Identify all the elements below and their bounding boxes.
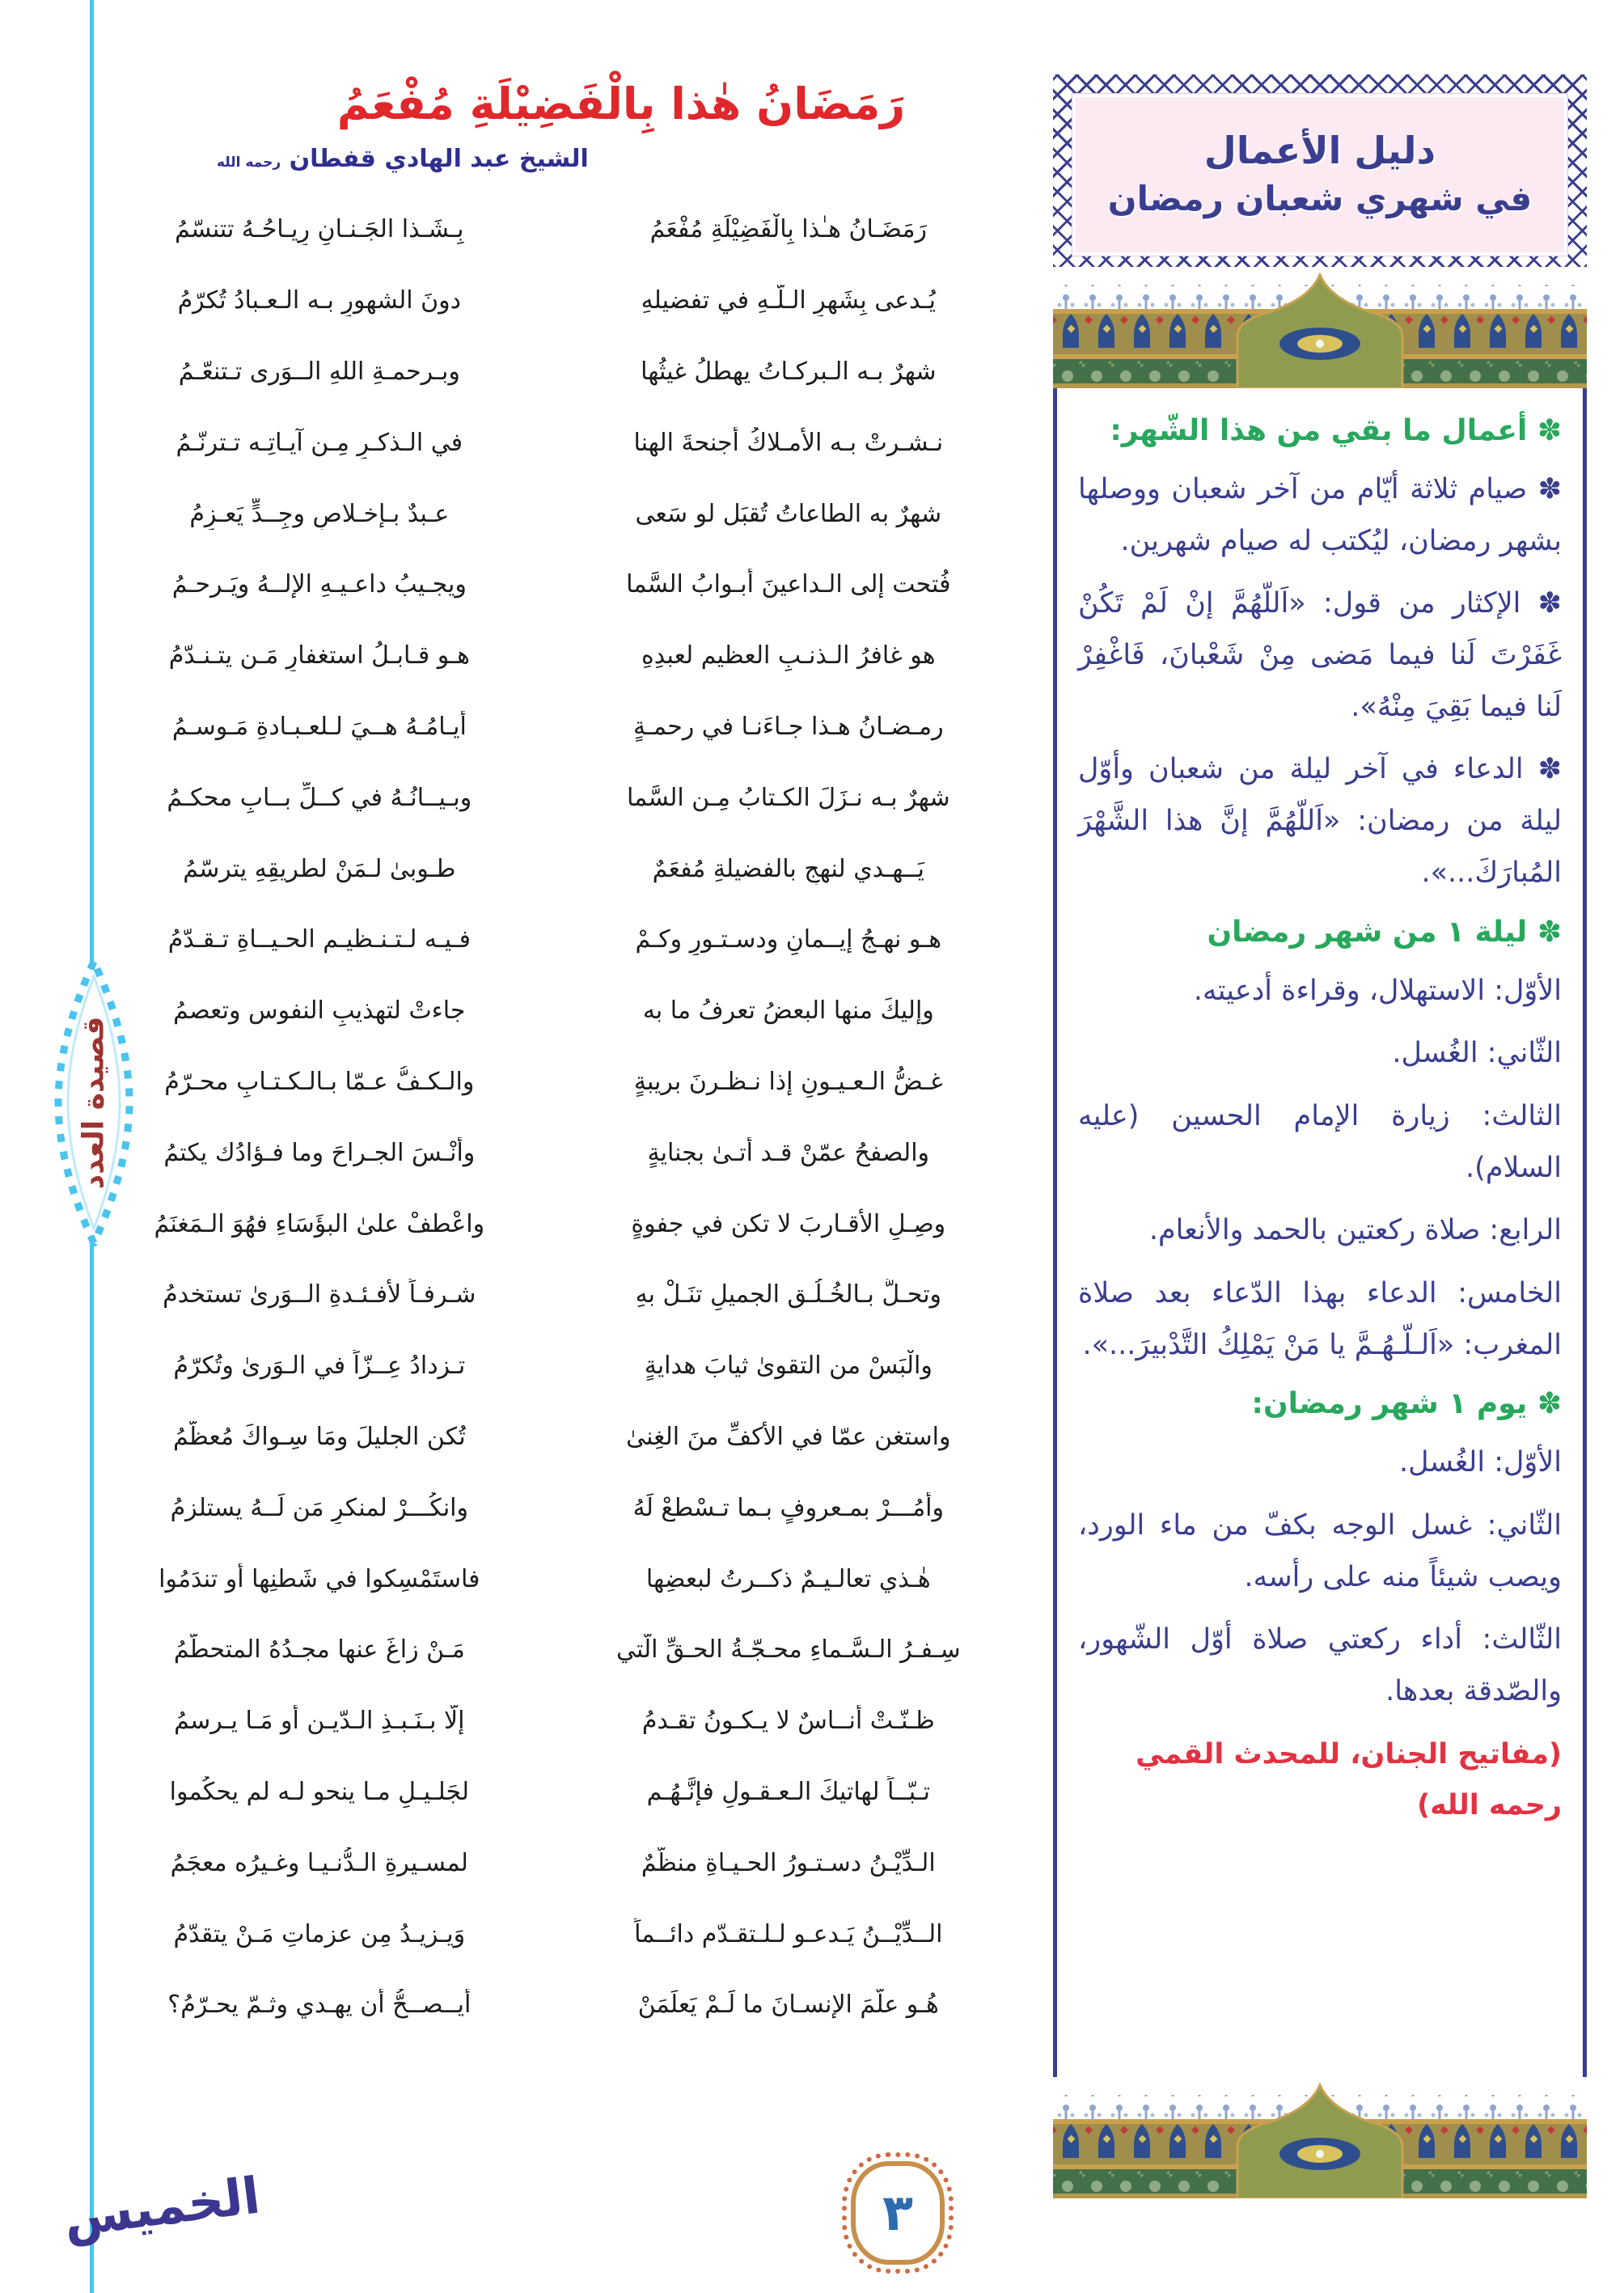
author-name: الشيخ عبد الهادي قفطان [289, 145, 589, 173]
issue-poem-side-label: قصيدة العدد [77, 1016, 111, 1189]
verse-row [104, 1686, 1042, 1757]
verse-second-hemistich: إلّا بـنَـبـذِ الـدّيـنِ أو مَـا يـرسمُ [174, 1707, 465, 1736]
page-number-ornament [851, 2161, 945, 2265]
sidebar-item: الأوّل: الغُسل. [1398, 1446, 1562, 1479]
verse-row [104, 1614, 1042, 1686]
verse-first-hemistich: شهرٌ بـه الـبركـاتُ يهطلُ غيثُها [641, 357, 937, 386]
sidebar-item: الثّالث: أداء ركعتي صلاة أوّل الشّهور، والصّدقة بعدها. [1078, 1623, 1562, 1708]
sidebar-body [1053, 388, 1587, 2077]
sidebar-item: الثّاني: غسل الوجه بكفّ من ماء الورد، ويصب شيئاً منه على رأسه. [1078, 1509, 1562, 1593]
verse-first-hemistich: وتحـلَّ بـالخُـلُـقِ الجميلِ تنَـلْ بهِ [635, 1280, 942, 1309]
verse-first-hemistich: رمـضـانُ هـذا جـاءَنـا في رحمـةٍ [632, 712, 944, 741]
verse-row [104, 194, 1042, 265]
sidebar-item: ✽ أعمال ما بقي من هذا الشّهر: [1110, 414, 1562, 447]
verse-row [104, 478, 1042, 549]
verse-row [104, 1969, 1042, 2041]
sidebar-item: ✽ الإكثار من قول: «اَللّهُمَّ إنْ لَمْ تَكُنْ غَفَرْتَ لَنا فيما مَضى مِنْ شَعْبانَ، فَاغْفِرْ لَنا فيما بَقِيَ مِنْهُ». [1078, 587, 1562, 723]
sidebar-header-panel [1072, 94, 1567, 256]
verse-row [104, 265, 1042, 336]
verse-row [104, 904, 1042, 975]
verse-second-hemistich: عـبدٌ بـإخـلاصٍ وجِــدٍّ يَعـزِمُ [189, 499, 450, 528]
sidebar-item: ✽ ليلة ١ من شهر رمضان [1207, 915, 1562, 949]
verse-row [104, 1047, 1042, 1118]
verse-row [104, 1117, 1042, 1188]
verse-first-hemistich: يَــهـدي لنهجٍ بالفضيلةِ مُفعَمٌ [652, 854, 924, 883]
verse-first-hemistich: هٰـذي تعالـيـمٌ ذكــرتُ لبعضِها [645, 1564, 931, 1593]
verse-first-hemistich: والصفحُ عمّنْ قـد أتـىٰ بجنايةٍ [647, 1138, 930, 1167]
verse-first-hemistich: وإليكَ منها البعضُ تعرفُ ما به [642, 996, 934, 1026]
sidebar-title-line1: دليل الأعمال [1203, 128, 1436, 172]
verse-first-hemistich: هُـو علّمَ الإنسـانَ ما لَـمْ يَعلَمَنْ [637, 1991, 939, 2020]
verse-first-hemistich: فُتحت إلى الـداعينَ أبـوابُ السَّما [626, 570, 951, 599]
verse-first-hemistich: الــدِّيْــنُ يَـدعـو لـلـتقـدّمِ دائــماً [634, 1919, 943, 1948]
verse-first-hemistich: سِـفـرُ الـسَّـماءِ محـجّـةُ الحـقِّ الّتي [615, 1635, 961, 1665]
verse-row [104, 336, 1042, 408]
verse-second-hemistich: فاستَمْسِكوا في شَطنِها أو تندَمُوا [159, 1564, 480, 1593]
verse-row [104, 1827, 1042, 1898]
verse-second-hemistich: والـكـفُّ عـمّا بـالـكـتـابِ محـرّمُ [164, 1067, 475, 1096]
verse-second-hemistich: واعْطفْ علىٰ البؤَسَاءِ فهُوَ الـمَغنَمُ [154, 1209, 485, 1238]
verse-second-hemistich: دونَ الشهورِ بـه الـعـبادُ تُكرّمُ [177, 286, 462, 315]
verse-second-hemistich: مَـنْ زاغَ عنها مجـدُهُ المتحطّمُ [173, 1635, 465, 1665]
verse-row [104, 1259, 1042, 1331]
verse-second-hemistich: أيـامُـهُ هــيَ لـلعـبـادةِ مَـوسـمُ [171, 712, 467, 741]
verse-second-hemistich: شـرفـاً لأفـئـدةِ الــوَرىٰ تستخدمُ [163, 1280, 476, 1309]
verse-first-hemistich: غـضُّ الـعـيـونِ إذا نـظـرنَ بريبةٍ [633, 1067, 943, 1096]
verse-row [104, 620, 1042, 692]
sidebar-item: الرابع: صلاة ركعتين بالحمد والأنعام. [1148, 1214, 1562, 1247]
verse-first-hemistich: تـبّــاً لهاتيكَ الـعـقـولِ فإنَّـهُـم [646, 1777, 930, 1806]
sidebar-title-line2: في شهري شعبان رمضان [1107, 178, 1533, 218]
verse-first-hemistich: شهرٌ به الطاعاتُ تُقبَل لو سَعى [635, 499, 942, 528]
verse-second-hemistich: هـو قـابـلُ استغفارِ مَـن يتـنـدّمُ [168, 641, 470, 671]
islamic-ornament-band-top [1053, 267, 1587, 388]
verse-first-hemistich: الـدِّيْـنُ دسـتـورُ الحـيـاةِ منظّمٌ [641, 1848, 936, 1877]
verse-first-hemistich: هو غافرُ الـذنـبِ العظيمِ لعبدِهِ [641, 641, 936, 671]
verse-second-hemistich: وأَنْـسَ الجـراحَ وما فـؤادُك يكتمُ [163, 1138, 476, 1167]
verse-first-hemistich: نـشـرتْ بـه الأمـلاكُ أجنحةَ الهنا [633, 428, 944, 457]
verse-row [104, 407, 1042, 478]
verse-row [104, 1543, 1042, 1614]
verse-second-hemistich: وبـيــانُـهُ في كــلِّ بــابٍ محكـمُ [167, 783, 472, 812]
sidebar-item: الثالث: زيارة الإمام الحسين (عليه السلام). [1078, 1099, 1562, 1184]
verse-first-hemistich: هـو نهـجُ إيــمانٍ ودسـتـورٍ وكـمْ [635, 925, 942, 954]
sidebar-item: الأوّل: الاستهلال، وقراءة أدعيته. [1193, 974, 1562, 1007]
verse-second-hemistich: وبـرحمـةِ اللهِ الــوَرى تـتنعّـمُ [178, 357, 460, 386]
verse-row [104, 833, 1042, 904]
poem [104, 194, 1042, 2041]
verse-second-hemistich: وَيـزيـدُ مِن عزماتِ مَـنْ يتقدّمُ [173, 1919, 466, 1948]
main-article [104, 0, 1042, 2041]
magazine-logo: الخميس [60, 2165, 264, 2249]
sidebar-item: ✽ يوم ١ شهر رمضان: [1251, 1387, 1562, 1421]
verse-second-hemistich: ويجـيبُ داعـيـهِ الإلــهُ ويَـرحـمُ [171, 570, 467, 599]
sidebar-item: الثّاني: الغُسل. [1392, 1037, 1562, 1070]
verse-second-hemistich: لمسـيرةِ الـدُّنـيـا وغـيرُه معجَمُ [170, 1848, 468, 1877]
sidebar-item: ✽ صيام ثلاثة أيّام من آخر شعبان ووصلها بشهر رمضان، ليُكتب له صيام شهرين. [1078, 473, 1562, 557]
verse-row [104, 1898, 1042, 1969]
verse-second-hemistich: جاءتْ لتهذيبِ النفوسِ وتعصمُ [173, 996, 466, 1026]
sidebar-item: (مفاتيح الجنان، للمحدث القمي رحمه الله) [1136, 1737, 1562, 1822]
verse-row [104, 549, 1042, 620]
verse-first-hemistich: يُـدعى بِشَهرِ الـلَّـهِ في تفضيلهِ [641, 286, 937, 315]
islamic-ornament-band-bottom [1053, 2077, 1587, 2198]
verse-row [104, 1757, 1042, 1828]
article-title: رَمَضَانُ هٰذا بِالْفَضِيْلَةِ مُفْعَمُ [336, 78, 906, 129]
sidebar-header [1053, 74, 1587, 267]
verse-second-hemistich: تُكنِ الجليلَ ومَا سِـواكَ مُعظّمُ [172, 1422, 466, 1451]
verse-first-hemistich: رَمَضَـانُ هـٰذا بِالْفَضِيْلَةِ مُفْعَمُ [649, 215, 928, 244]
verse-second-hemistich: بِـشَـذا الجَـنـانِ رِيـاحُـهُ تتنسّمُ [175, 215, 464, 244]
verse-first-hemistich: وأْمُـــرْ بمـعروفٍ بـما تـسْطعْ لَهُ [632, 1493, 944, 1522]
verse-second-hemistich: وانكُـــرْ لمنكرٍ مَن لَــهُ يستلزمُ [170, 1493, 469, 1522]
verse-row [104, 1331, 1042, 1402]
verse-second-hemistich: تـزدادُ عِــزّاً في الـوَرىٰ وتُكرّمُ [173, 1352, 466, 1381]
verse-row [104, 1472, 1042, 1543]
verse-second-hemistich: فـيـه لـتـنـظيـمِ الحـيــاةِ تـقـدّمُ [167, 925, 471, 954]
page-number: ٣ [882, 2183, 913, 2242]
verse-row [104, 762, 1042, 833]
verse-first-hemistich: وصِـلِ الأقـاربَ لا تكن في جفوةٍ [631, 1209, 946, 1238]
article-author [104, 145, 1042, 173]
sidebar-guide [1053, 74, 1587, 2198]
verse-row [104, 975, 1042, 1047]
sidebar-item: ✽ الدعاء في آخر ليلة من شعبان وأوّل ليلة من رمضان: «اَللّهُمَّ إنَّ هذا الشَّهْرَ المُبارَكَ...». [1078, 753, 1562, 889]
verse-row [104, 1402, 1042, 1473]
verse-first-hemistich: ظـنّـتْ أُنــاسٌ لا يـكـونُ تقـدمُ [641, 1707, 935, 1736]
verse-first-hemistich: شهرٌ بـه نـزَلَ الكـتابُ مِـن السَّما [627, 783, 950, 812]
verse-second-hemistich: في الـذكـرِ مِـن آيـاتِـه تـترنّـمُ [176, 428, 463, 457]
verse-first-hemistich: والْبَسْ من التقوىٰ ثيابَ هدايةٍ [644, 1352, 933, 1381]
verse-row [104, 692, 1042, 763]
verse-second-hemistich: طـوبىٰ لـمَنْ لطريقِهِ يترسّمُ [183, 854, 456, 883]
author-honorific-seal: رحمه الله [217, 154, 281, 171]
verse-first-hemistich: واستغنِ عمّا في الأكفِّ منَ الغِنىٰ [626, 1422, 951, 1451]
verse-row [104, 1188, 1042, 1259]
verse-second-hemistich: لجَلـيـلِ مـا ينحو لـه لم يحكُموا [169, 1777, 469, 1806]
verse-second-hemistich: أيــصــحُّ أن يهـدي وثـمّ يحـرّمُ؟ [167, 1991, 472, 2020]
sidebar-item: الخامس: الدعاء بهذا الدّعاء بعد صلاة المغرب: «اَلـلّـهُـمَّ يا مَنْ يَمْلِكُ التَّدْبيرَ...». [1078, 1276, 1562, 1361]
